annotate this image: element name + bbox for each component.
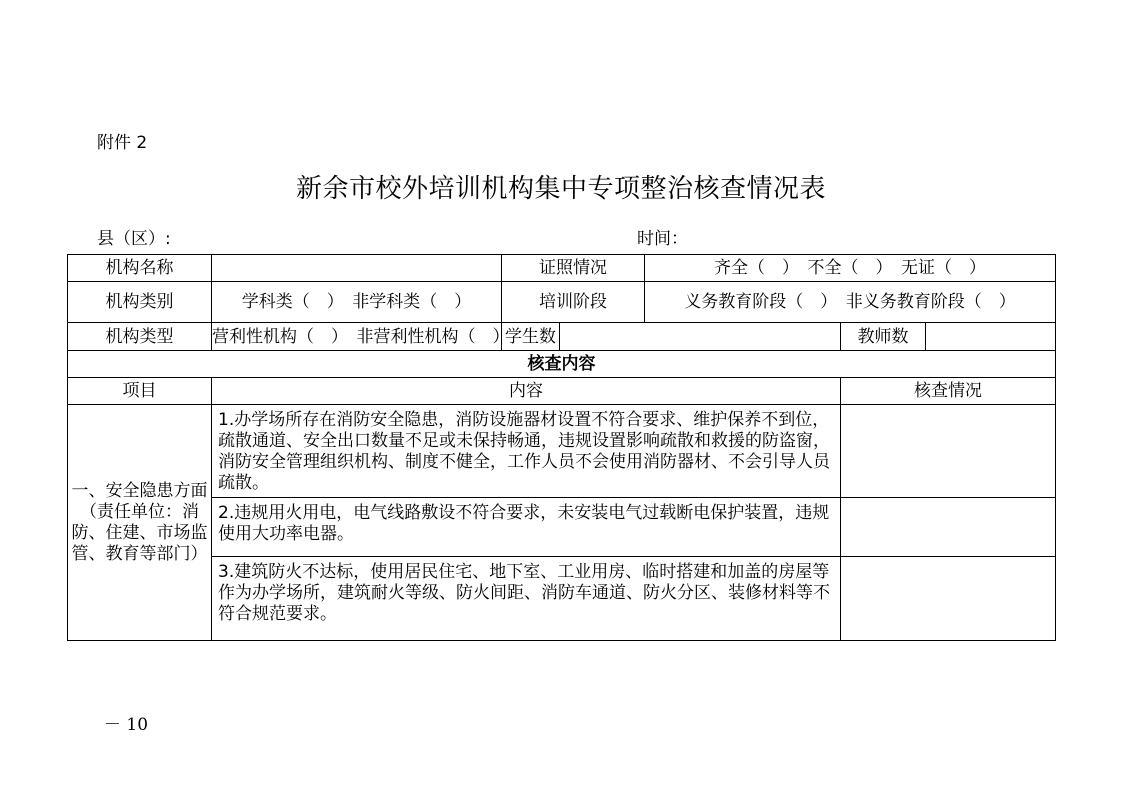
org-name-row <box>68 255 1056 282</box>
check-result-cell[interactable] <box>841 405 1056 498</box>
org-category-row <box>68 282 1056 323</box>
license-options[interactable]: 齐全（ ） 不全（ ） 无证（ ） <box>645 255 1056 282</box>
column-header-row <box>68 378 1056 405</box>
county-label: 县（区）: <box>97 229 171 249</box>
category-cell: 一、安全隐患方面（责任单位：消防、住建、市场监管、教育等部门） <box>68 405 212 641</box>
check-result-cell[interactable] <box>841 557 1056 641</box>
teacher-count-label: 教师数 <box>841 323 926 351</box>
check-item-row <box>68 557 1056 641</box>
org-type-row <box>68 323 1056 351</box>
check-result-cell[interactable] <box>841 498 1056 557</box>
check-item-content: 1.办学场所存在消防安全隐患，消防设施器材设置不符合要求、维护保养不到位，疏散通道、安全出口数量不足或未保持畅通，违规设置影响疏散和救援的防盗窗，消防安全管理组织机构、制度不健全，工作人员不会使用消防器材、不会引导人员疏散。 <box>212 405 841 498</box>
org-category-label: 机构类别 <box>68 282 212 323</box>
inspection-table <box>67 254 1056 641</box>
check-item-row <box>68 498 1056 557</box>
org-name-label: 机构名称 <box>68 255 212 282</box>
org-category-options[interactable]: 学科类（ ） 非学科类（ ） <box>212 282 502 323</box>
org-type-options[interactable]: 营利性机构（ ） 非营利性机构（ ） <box>212 323 502 351</box>
page-title: 新余市校外培训机构集中专项整治核查情况表 <box>295 174 826 204</box>
section-title: 核查内容 <box>68 351 1056 378</box>
student-count-label: 学生数 <box>502 323 560 351</box>
student-count-value[interactable] <box>560 323 841 351</box>
check-item-content: 2.违规用火用电，电气线路敷设不符合要求，未安装电气过载断电保护装置，违规使用大功率电器。 <box>212 498 841 557</box>
training-stage-label: 培训阶段 <box>502 282 645 323</box>
org-name-value[interactable] <box>212 255 502 282</box>
check-item-content: 3.建筑防火不达标，使用居民住宅、地下室、工业用房、临时搭建和加盖的房屋等作为办学场所，建筑耐火等级、防火间距、消防车通道、防火分区、装修材料等不符合规范要求。 <box>212 557 841 641</box>
training-stage-options[interactable]: 义务教育阶段（ ） 非义务教育阶段（ ） <box>645 282 1056 323</box>
check-item-row <box>68 405 1056 498</box>
section-title-row <box>68 351 1056 378</box>
license-label: 证照情况 <box>502 255 645 282</box>
org-type-label: 机构类型 <box>68 323 212 351</box>
time-label: 时间： <box>637 229 688 249</box>
col-header-content: 内容 <box>212 378 841 405</box>
col-header-item: 项目 <box>68 378 212 405</box>
attachment-label: 附件 2 <box>97 133 148 153</box>
page-number: － 10 <box>104 715 149 735</box>
col-header-result: 核查情况 <box>841 378 1056 405</box>
teacher-count-value[interactable] <box>926 323 1056 351</box>
